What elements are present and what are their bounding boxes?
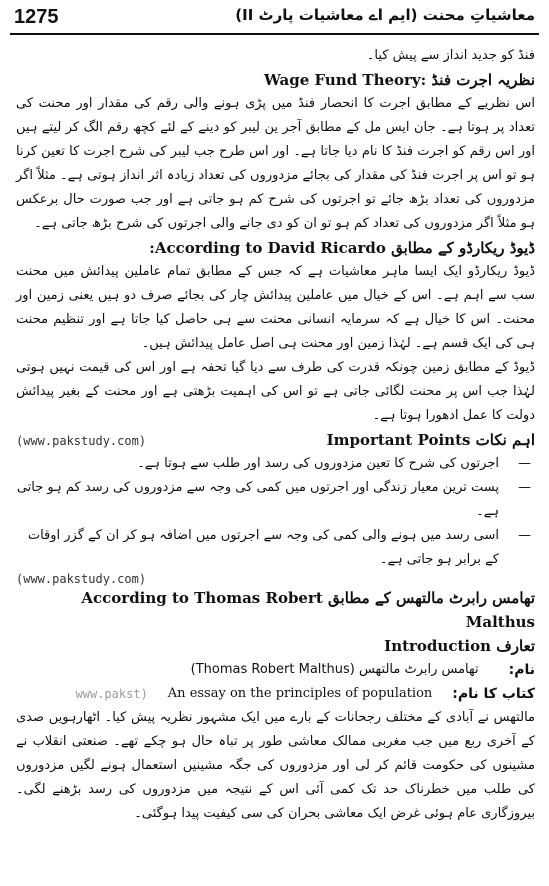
watermark-1: (www.pakstudy.com) <box>16 434 147 448</box>
heading-malthus: تھامس رابرٹ مالتھس کے مطابق According to Thomas Robert Malthus <box>81 589 535 631</box>
name-value: تھامس رابرٹ مالتھس (Thomas Robert Malthus) <box>190 662 479 677</box>
paragraph-ricardo-2: ڈیوڈ کے مطابق زمین چونکہ قدرت کی طرف سے دیا گیا تحفہ ہے اور اس کی قیمت نہیں ہوتی لہٰذا جب اس پر محنت لگائی جاتی ہے تو اس کی اہمیت بڑھتی ہے اور محنت کے بغیر پیدائش دولت کا عمل ادھورا ہوتا ہے۔ <box>16 360 535 423</box>
page-header <box>10 4 539 34</box>
header-rule <box>10 33 539 35</box>
paragraph-wage-fund: اس نظریے کے مطابق اجرت کا انحصار فنڈ میں پڑی ہونے والی رقم کی مقدار اور محنت کی تعداد پر ہوتا ہے۔ جان ایس مل کے مطابق آجر ین لیبر کو دینے کے لئے کچھ رقم الگ کر لیتے ہیں اور اس رقم کو اجرت فنڈ کا نام دیا جاتا ہے۔ اور اس طرح جب لیبر کی شرح اجرت کا تعین کرنا ہو تو اس پر اجرت فنڈ کی مقدار کی بجائے مزدوروں کی تعداد زیادہ اثر انداز ہوتی ہے۔ مثلاً اگر مزدوروں کی تعداد بڑھ جائے تو اجرتوں کی شرح کم ہو جاتی ہے اور جب صورت حال برعکس ہو مثلاً اگر مزدوروں کی تعداد کم ہو تو ان کو دی جانے والی اجرتوں کی شرح بڑھ جاتی ہے۔ <box>16 96 535 231</box>
paragraph-intro: فنڈ کو جدید انداز سے پیش کیا۔ <box>366 48 535 63</box>
watermark-2: (www.pakstudy.com) <box>16 572 147 586</box>
running-title: معاشیاتِ محنت (ایم اے معاشیات پارٹ II) <box>235 6 535 24</box>
page-body <box>16 44 535 826</box>
important-points-list <box>16 452 535 572</box>
list-item: — اسی رسد میں ہونے والی کمی کی وجہ سے اجرتوں میں اضافہ ہو کر ان کے گزر اوقات کے برابر ہو جاتی ہے۔ <box>16 524 499 572</box>
page-number: 1275 <box>14 6 59 28</box>
book-label: کتاب کا نام: <box>452 686 535 702</box>
heading-ricardo: ڈیوڈ ریکارڈو کے مطابق According to David Ricardo: <box>149 239 535 257</box>
heading-important-points: اہم نکات Important Points <box>326 431 535 449</box>
heading-wage-fund: نظریہ اجرت فنڈ :Wage Fund Theory <box>263 71 535 89</box>
points-heading-row <box>16 428 535 452</box>
book-row <box>16 682 535 706</box>
paragraph-malthus: مالتھس نے آبادی کے مختلف رجحانات کے بارے میں ایک مشہور نظریہ پیش کیا۔ اٹھارہویں صدی کے آخری ربع میں جب مغربی ممالک معاشی طور پر تباہ حال ہو چکے تھے۔ صنعتی انقلاب نے مشینوں کی حکومت قائم کر لی اور مزدوروں کی جگہ مشینیں استعمال ہونے لگیں مزدوروں کی طلب میں خطرناک حد تک کمی آئی اس کے نتیجہ میں مزدوروں کی رسد بڑھنے لگی۔ بیروزگاری عام ہوئی غرض ایک معاشی بحران کی سی کیفیت پیدا ہوگئی۔ <box>16 710 535 821</box>
list-item: — اجرتوں کی شرح کا تعین مزدوروں کی رسد اور طلب سے ہوتا ہے۔ <box>16 452 499 476</box>
watermark-3: (www.pakst <box>75 687 148 701</box>
book-value: An essay on the principles of population <box>167 686 433 701</box>
list-item: — پست ترین معیار زندگی اور اجرتوں میں کمی کی وجہ سے مزدوروں کی رسد کم ہو جاتی ہے۔ <box>16 476 499 524</box>
name-row <box>16 658 535 682</box>
name-label: نام: <box>508 662 535 678</box>
paragraph-ricardo-1: ڈیوڈ ریکارڈو ایک ایسا ماہر معاشیات ہے کہ جس کے مطابق تمام عاملین پیدائش میں محنت سب سے اہم ہے۔ اس کے خیال میں عاملین پیدائش چار کی بجائے صرف دو ہیں یعنی زمین اور محنت۔ اس کا خیال ہے کہ سرمایہ انسانی محنت سے ہی حاصل کیا جاتا ہے اور تنظیم محنت ہی کی ایک قسم ہے۔ لہٰذا زمین اور محنت ہی اصل عامل پیدائش ہیں۔ <box>16 264 535 351</box>
heading-introduction: تعارف Introduction <box>384 637 535 655</box>
